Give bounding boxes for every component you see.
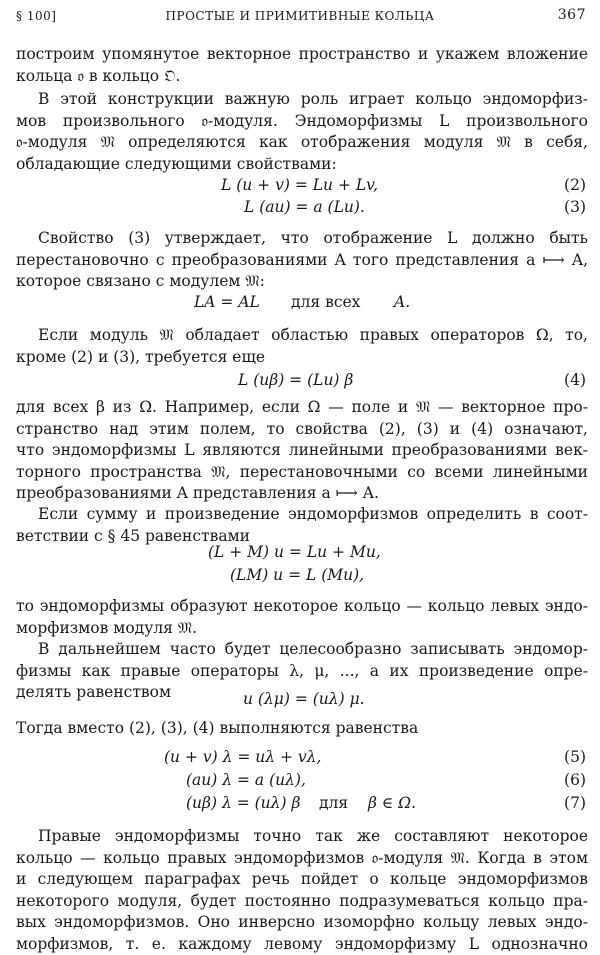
text-line: делять равенством — [16, 683, 172, 701]
text-line: Свойство (3) утверждает, что отображение L должно быть — [38, 229, 588, 247]
text-line: Если модуль 𝔐 обладает областью правых операторов Ω, то, — [38, 326, 588, 344]
equation-number: (7) — [564, 794, 586, 812]
equation-product — [16, 566, 588, 588]
text-line: которое связано с модулем 𝔐: — [16, 272, 265, 290]
text-line: Если сумму и произведение эндоморфизмов определить в соот- — [38, 505, 588, 523]
equation-text: для — [319, 794, 349, 812]
equation-6 — [16, 771, 588, 793]
section-marker: § 100] — [16, 9, 57, 23]
paragraph-4 — [16, 325, 588, 368]
equation-formula: (uβ) λ = (uλ) β — [186, 794, 301, 812]
equation-number: (4) — [564, 371, 586, 389]
equation-formula: (au) λ = a (uλ), — [186, 771, 306, 789]
equation-formula: (LM) u = L (Mu), — [230, 566, 365, 584]
equation-5 — [16, 748, 588, 770]
equation-formula: L (uβ) = (Lu) β — [238, 371, 354, 389]
text-line: 𝔬-модуля 𝔐 определяются как отображения модуля 𝔐 в себя, — [16, 133, 588, 151]
text-line: преобразованиями A представления a ⟼ A. — [16, 484, 379, 502]
paragraph-6 — [16, 504, 588, 547]
equation-number: (3) — [564, 198, 586, 216]
paragraph-5 — [16, 397, 588, 505]
text-line: то эндоморфизмы образуют некоторое кольцо — кольцо левых эндо- — [16, 597, 588, 615]
text-line: некоторого модуля, будет постоянно подразумеваться кольцо пра- — [16, 891, 588, 910]
paragraph-2 — [16, 89, 588, 175]
equation-sum — [16, 543, 588, 565]
paragraph-9 — [16, 718, 588, 740]
equation-formula: A. — [394, 293, 411, 311]
text-line: морфизмов модуля 𝔐. — [16, 618, 198, 637]
running-title: ПРОСТЫЕ И ПРИМИТИВНЫЕ КОЛЬЦА — [165, 9, 435, 23]
equation-la — [16, 293, 588, 315]
text-line: построим упомянутое векторное пространство и укажем вложение — [16, 45, 588, 63]
equation-number: (2) — [564, 176, 586, 194]
page-number: 367 — [557, 7, 586, 23]
equation-7 — [16, 794, 588, 816]
equation-formula: (L + M) u = Lu + Mu, — [208, 543, 381, 561]
paragraph-7 — [16, 596, 588, 639]
text-line: ветствии с § 45 равенствами — [16, 526, 250, 545]
equation-formula: u (λμ) = (uλ) μ. — [243, 690, 365, 708]
equation-formula: L (au) = a (Lu). — [244, 198, 365, 216]
text-line: Тогда вместо (2), (3), (4) выполняются равенства — [16, 719, 419, 737]
equation-number: (5) — [564, 748, 586, 766]
equation-number: (6) — [564, 771, 586, 789]
equation-formula: LA = AL — [194, 293, 260, 311]
text-line: перестановочно с преобразованиями A того представления a ⟼ A, — [16, 250, 588, 269]
equation-formula: β ∈ Ω. — [368, 794, 417, 812]
text-line: мов произвольного 𝔬-модуля. Эндоморфизмы L произвольного — [16, 111, 588, 130]
text-line: морфизмов, т. е. каждому левому эндоморфизму L однозначно — [16, 934, 588, 953]
equation-2 — [16, 176, 588, 198]
equation-lambda-mu — [16, 690, 588, 712]
text-line: кроме (2) и (3), требуется еще — [16, 347, 266, 366]
equation-3 — [16, 198, 588, 220]
text-line: для всех β из Ω. Например, если Ω — поле и 𝔐 — векторное про- — [16, 398, 588, 416]
text-line: и следующем параграфах речь пойдет о кольце эндоморфизмов — [16, 870, 588, 888]
text-line: В этой конструкции важную роль играет кольцо эндоморфиз- — [38, 90, 588, 108]
text-line: вых эндоморфизмов. Оно инверсно изоморфно кольцу левых эндо- — [16, 913, 588, 931]
equation-formula: L (u + v) = Lu + Lv, — [221, 176, 378, 194]
paragraph-10 — [16, 826, 588, 955]
text-line: торного пространства 𝔐, перестановочными со всеми линейными — [16, 462, 588, 481]
text-line: кольца 𝔬 в кольцо 𝔒. — [16, 66, 181, 85]
text-line: странство над этим полем, то свойства (2), (3) и (4) означают, — [16, 419, 588, 438]
text-line: кольцо — кольцо правых эндоморфизмов 𝔬-модуля 𝔐. Когда в этом — [16, 848, 588, 867]
text-line: обладающие следующими свойствами: — [16, 154, 337, 173]
text-line: что эндоморфизмы L являются линейными преобразованиями век- — [16, 441, 588, 459]
text-line: В дальнейшем часто будет целесообразно записывать эндомор- — [38, 640, 588, 658]
equation-text: для всех — [291, 293, 361, 311]
text-line: Правые эндоморфизмы точно так же составляют некоторое — [38, 827, 588, 845]
text-line: физмы как правые операторы λ, μ, ..., а их произведение опре- — [16, 661, 588, 680]
paragraph-1 — [16, 44, 588, 87]
equation-4 — [16, 371, 588, 393]
paragraph-3 — [16, 228, 588, 293]
equation-formula: (u + v) λ = uλ + vλ, — [164, 748, 322, 766]
